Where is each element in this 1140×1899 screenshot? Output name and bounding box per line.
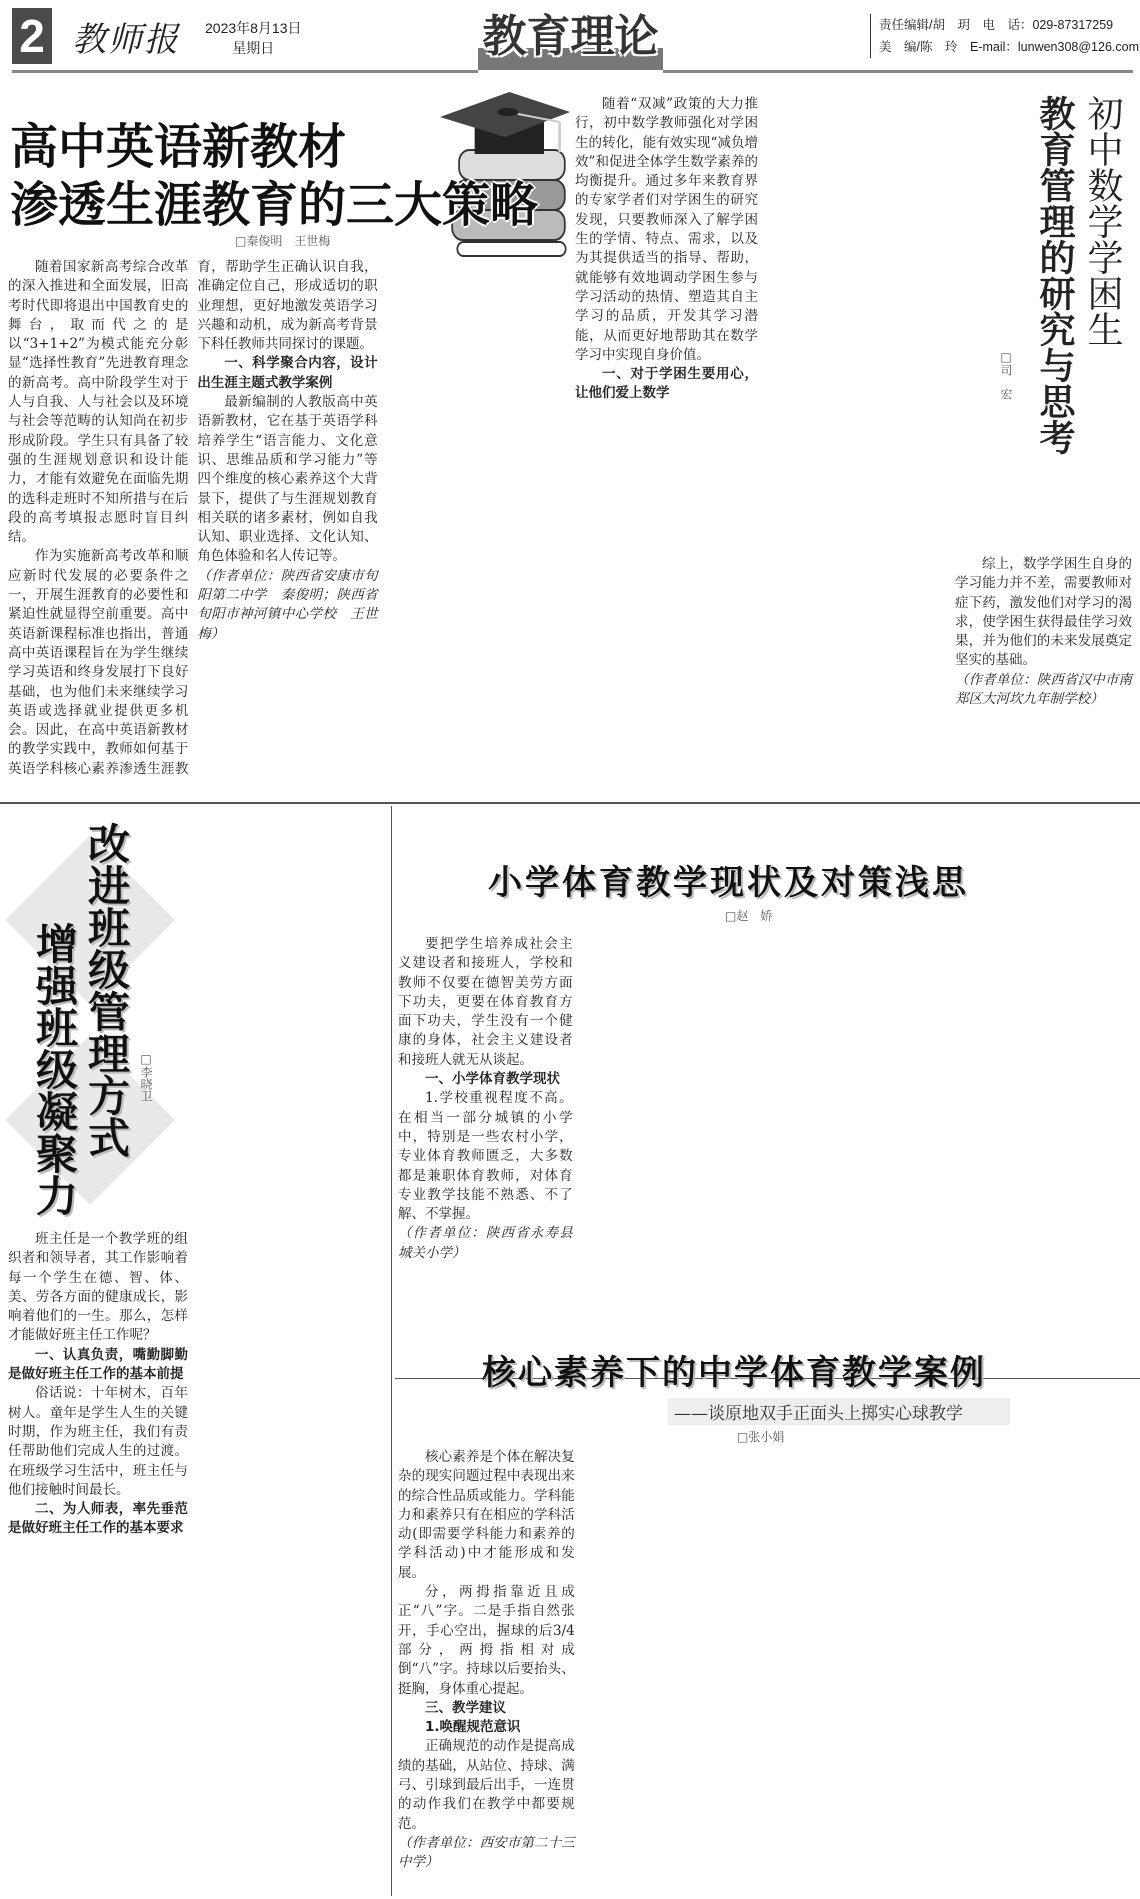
author-affiliation: （作者单位：陕西省安康市旬阳第二中学 秦俊明；陕西省旬阳市神河镇中心学校 王世梅）	[197, 567, 378, 642]
designer-line: 美 编/陈 玲 E-mail：lunwen308@126.com	[879, 40, 1139, 54]
section-heading: 一、小学体育教学现状	[425, 1071, 560, 1088]
paragraph: 随着国家新高考综合改革的深入推进和全面发展，旧高考时代即将退出中国教育史的舞台，取而代之的是以“3+1+2”为模式能充分彰显“选择性教育”先进教育理念的新高考。高中阶段学生对于人与自我、人与社会以及环境与社会等范畴的认知尚在初步形成阶段。学生只有具备了较强的生涯规划意识和设计能力，才能有效避免在面临先期的选科走班时不知所措与在后段的高考填报志愿时盲目纠结。	[8, 259, 189, 546]
headline-line-2: 教育管理的研究与思考	[1034, 95, 1075, 455]
editor-info	[870, 14, 1139, 58]
headline-line-1: 改进班级管理方式	[82, 822, 131, 1158]
author-affiliation: （作者单位：陕西省汉中市南郑区大河坎九年制学校）	[955, 671, 1132, 708]
core-article-headline: 核心素养下的中学体育教学案例	[482, 1353, 986, 1393]
pe-article-byline: □赵 娇	[725, 909, 773, 923]
headline-line-2: 渗透生涯教育的三大策略	[10, 177, 539, 233]
paragraph: 1.学校重视程度不高。在相当一部分城镇的小学中，特别是一些农村小学，专业体育教师匮乏，大多数都是兼职体育教师，对体育专业教学技能不熟悉、不了解、不掌握。	[398, 1090, 573, 1223]
core-article-body	[398, 1448, 1132, 1890]
weekday-text: 星期日	[232, 40, 275, 56]
paragraph: 核心素养是个体在解决复杂的现实问题过程中表现出来的综合性品质或能力。学科能力和素养只有在相应的学科活动(即需要学科能力和素养的学科活动)中才能形成和发展。	[398, 1449, 575, 1581]
class-article-byline: □李晓卫	[139, 1052, 153, 1102]
section-heading: 一、认真负责，嘴勤脚勤是做好班主任工作的基本前提	[8, 1346, 188, 1383]
section-heading: 二、为人师表，率先垂范是做好班主任工作的基本要求	[8, 1501, 188, 1537]
section-heading: 三、教学建议	[425, 1699, 506, 1716]
english-article-body	[8, 258, 567, 798]
paragraph: 综上，数学学困生自身的学习能力并不差，需要教师对症下药，激发他们对学习的渴求，使学困生获得最佳学习效果，并为他们的未来发展奠定坚实的基础。	[955, 556, 1132, 669]
class-article-body-col2	[195, 812, 385, 1890]
pe-article-body	[398, 935, 940, 1373]
paragraph: 作为实施新高考改革和顺应新时代发展的必要条件之一，开展生涯教育的必要性和紧迫性就显得空前重要。高中英语新课程标准也指出，普通高中英语课程旨在为学生继续学习英语和终身发展打下良好基础，也为他们未来继续学习英语或选择就业提供更多机会。因此，在高中英语新教材的教学实践中，教师如何基于英语学科核心素养渗透生涯教育，帮助学生正确认识自我，准确定位自己，形成适切的职业理想，更好地激发英语学习兴趣和动机，成为新高考背景下科任教师共同探讨的课题。	[8, 259, 378, 777]
headline-line-2: 增强班级凝聚力	[30, 922, 79, 1216]
paragraph: 分，两拇指靠近且成正“八”字。二是手指自然张开，手心空出，握球的后3/4部分，两拇指相对成倒“八”字。持球以后要抬头、挺胸，身体重心提起。	[398, 1584, 575, 1697]
editor-line: 责任编辑/胡 玥 电 话：029-87317259	[879, 18, 1114, 32]
class-article-body	[8, 1230, 188, 1890]
headline-line-1: 初中数学学困生	[1082, 95, 1123, 347]
paragraph: 随着“双减”政策的大力推行，初中数学教师强化对学困生的转化，能有效实现“减负增效”和促进全体学生数学素养的均衡提升。通过多年来教育界的专家学者们对学困生的研究发现，只要教师深入了解学困生的学情、特点、需求，以及为其提供适当的指导、帮助，就能够有效地调动学困生参与学习活动的热情、塑造其自主学习的品质，开发其学习潜能，从而更好地帮助其在数学学习中实现自身价值。	[575, 96, 758, 363]
paragraph: 正确规范的动作是提高成绩的基础，从站位、持球、满弓、引球到最后出手，一连贯的动作我们在教学中都要规范。	[398, 1738, 575, 1832]
headline-line-1: 高中英语新教材	[10, 119, 347, 175]
math-article-body	[575, 95, 950, 798]
section-heading: 1.唤醒规范意识	[425, 1719, 521, 1736]
date-text: 2023年8月13日	[205, 20, 302, 36]
page-number: 2	[12, 8, 52, 64]
author-affiliation: （作者单位：西安市第二十三中学）	[398, 1834, 575, 1871]
paragraph: 班主任是一个教学班的组织者和领导者，其工作影响着每一个学生在德、智、体、美、劳各方面的健康成长，影响着他们的一生。那么，怎样才能做好班主任工作呢？	[8, 1231, 188, 1344]
core-article-subtitle: ——谈原地双手正面头上掷实心球教学	[668, 1398, 1010, 1425]
pe-article-headline: 小学体育教学现状及对策浅思	[488, 863, 969, 903]
section-title	[478, 8, 663, 70]
paragraph: 俗话说：十年树木，百年树人。童年是学生人生的关键时期，作为班主任，我们有责任帮助他们完成人生的过渡。在班级学习生活中，班主任与他们接触时间最长。	[8, 1385, 188, 1498]
header-rule-right	[663, 70, 1133, 73]
section-heading: 一、对于学困生要用心，让他们爱上数学	[575, 366, 758, 402]
english-article-headline	[10, 118, 538, 234]
issue-date	[205, 18, 302, 58]
section-heading: 一、科学聚合内容，设计出生涯主题式教学案例	[197, 355, 378, 391]
paragraph: 最新编制的人教版高中英语新教材，它在基于英语学科培养学生“语言能力、文化意识、思维品质和学习能力”等四个维度的核心素养这个大背景下，提供了与生涯规划教育相关联的诸多素材，例如自我认知、职业选择、文化认知、角色体验和名人传记等。	[197, 394, 378, 565]
math-article-closing	[955, 555, 1132, 798]
paragraph: 要把学生培养成社会主义建设者和接班人，学校和教师不仅要在德智美劳方面下功夫，更要在体育教育方面下功夫，学生没有一个健康的身体，社会主义建设者和接班人就无从谈起。	[398, 936, 573, 1068]
header-rule-left	[12, 70, 478, 73]
newspaper-logo: 教师报	[72, 20, 180, 60]
core-article-byline: □张小娟	[737, 1430, 785, 1444]
section-title-text: 教育理论	[482, 11, 659, 62]
author-affiliation: （作者单位：陕西省永寿县城关小学）	[398, 1225, 573, 1261]
vertical-divider	[391, 806, 392, 1896]
math-article-headline	[1030, 95, 1126, 535]
class-article-headline	[28, 822, 132, 1222]
horizontal-divider	[0, 802, 1140, 804]
math-article-byline: □司 宏	[999, 350, 1013, 400]
english-article-byline: □秦俊明 王世梅	[235, 234, 331, 248]
